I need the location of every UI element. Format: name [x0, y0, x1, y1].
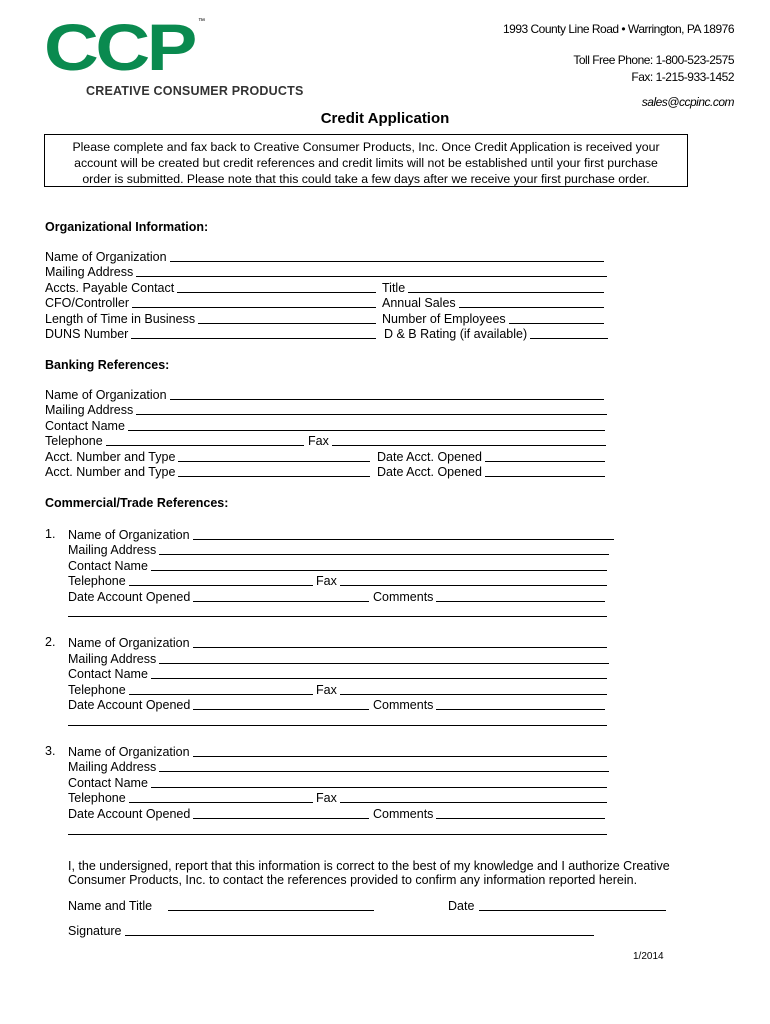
field-label: Name of Organization — [45, 388, 167, 402]
org-name-field[interactable] — [45, 249, 604, 264]
field-label: Name of Organization — [68, 745, 190, 759]
trade2-comments-field[interactable] — [373, 697, 605, 712]
trade1-name-field[interactable] — [68, 527, 614, 542]
trade3-fax-field[interactable] — [316, 790, 607, 805]
field-label: Comments — [373, 807, 434, 821]
declaration-line: Consumer Products, Inc. to contact the references provided to confirm any information reported herein. — [68, 873, 638, 887]
field-label: Comments — [373, 698, 434, 712]
field-label: Acct. Number and Type — [45, 450, 176, 464]
org-title-field[interactable] — [382, 280, 604, 295]
bank-fax-field[interactable] — [308, 433, 606, 448]
instructions-line: Please complete and fax back to Creative Consumer Products, Inc. Once Credit Application is received your — [72, 140, 660, 154]
org-dnb-field[interactable] — [384, 326, 608, 341]
field-label: Mailing Address — [68, 652, 157, 666]
bank-mailing-field[interactable] — [45, 402, 607, 417]
bank-opened-field-2[interactable] — [377, 464, 605, 479]
trade1-comments-field[interactable] — [373, 589, 605, 604]
trade2-fax-field[interactable] — [316, 682, 607, 697]
field-label: Mailing Address — [68, 760, 157, 774]
field-label: Fax — [316, 574, 337, 588]
trade1-mailing-field[interactable] — [68, 542, 609, 557]
bank-acct-field-2[interactable] — [45, 464, 370, 479]
field-label: Telephone — [68, 574, 126, 588]
field-label: Telephone — [68, 791, 126, 805]
field-label: Acct. Number and Type — [45, 465, 176, 479]
logo-company-name: CREATIVE CONSUMER PRODUCTS — [86, 84, 304, 98]
org-cfo-field[interactable] — [45, 295, 376, 310]
field-label: DUNS Number — [45, 327, 129, 341]
field-label: Contact Name — [45, 419, 125, 433]
trade-ref-number: 2. — [45, 635, 56, 649]
trade2-name-field[interactable] — [68, 635, 607, 650]
trade-heading: Commercial/Trade References: — [45, 496, 229, 510]
field-label: Name and Title — [68, 899, 153, 913]
trade3-comments-line[interactable] — [68, 834, 607, 835]
trade1-phone-field[interactable] — [68, 573, 313, 588]
field-label: Name of Organization — [68, 636, 190, 650]
field-label: Mailing Address — [45, 403, 134, 417]
field-label: Name of Organization — [68, 528, 190, 542]
field-label: Comments — [373, 590, 434, 604]
company-email: sales@ccpinc.com — [641, 95, 734, 109]
bank-contact-field[interactable] — [45, 418, 605, 433]
field-label: Date — [448, 899, 475, 913]
company-phone: Toll Free Phone: 1-800-523-2575 — [573, 53, 734, 67]
instructions-line: order is submitted. Please note that this could take a few days after we receive your first purchase order. — [82, 172, 650, 186]
declaration-line: I, the undersigned, report that this information is correct to the best of my knowledge and I authorize Creative — [68, 859, 670, 873]
org-ap-field[interactable] — [45, 280, 376, 295]
page-title: Credit Application — [320, 110, 450, 127]
trade1-opened-field[interactable] — [68, 589, 369, 604]
field-label: Fax — [316, 791, 337, 805]
instructions-line: account will be created but credit references and credit limits will not be established until your first purchase — [74, 156, 658, 170]
field-label: Date Acct. Opened — [377, 450, 482, 464]
name-title-field[interactable] — [68, 898, 374, 913]
trade1-fax-field[interactable] — [316, 573, 607, 588]
trade2-comments-line[interactable] — [68, 725, 607, 726]
trade2-mailing-field[interactable] — [68, 651, 609, 666]
logo-trademark: ™ — [198, 18, 205, 25]
field-label: Telephone — [45, 434, 103, 448]
revision-date: 1/2014 — [633, 951, 664, 962]
signature-field[interactable] — [68, 923, 594, 938]
org-sales-field[interactable] — [382, 295, 604, 310]
field-label: Length of Time in Business — [45, 312, 196, 326]
trade3-name-field[interactable] — [68, 744, 607, 759]
trade3-comments-field[interactable] — [373, 806, 605, 821]
field-label: Number of Employees — [382, 312, 506, 326]
field-label: Date Account Opened — [68, 807, 191, 821]
date-field[interactable] — [448, 898, 666, 913]
trade3-opened-field[interactable] — [68, 806, 369, 821]
field-label: Name of Organization — [45, 250, 167, 264]
trade3-contact-field[interactable] — [68, 775, 607, 790]
field-label: Fax — [308, 434, 329, 448]
org-duns-field[interactable] — [45, 326, 376, 341]
field-label: Date Acct. Opened — [377, 465, 482, 479]
field-label: Mailing Address — [45, 265, 134, 279]
field-label: Accts. Payable Contact — [45, 281, 175, 295]
bank-heading: Banking References: — [45, 358, 170, 372]
trade3-phone-field[interactable] — [68, 790, 313, 805]
trade-ref-number: 1. — [45, 527, 56, 541]
field-label: Telephone — [68, 683, 126, 697]
org-employees-field[interactable] — [382, 311, 604, 326]
field-label: Date Account Opened — [68, 698, 191, 712]
field-label: Date Account Opened — [68, 590, 191, 604]
org-mailing-field[interactable] — [45, 264, 607, 279]
field-label: Mailing Address — [68, 543, 157, 557]
field-label: Title — [382, 281, 406, 295]
field-label: Annual Sales — [382, 296, 456, 310]
bank-acct-field-1[interactable] — [45, 449, 370, 464]
declaration-text — [68, 859, 670, 887]
field-label: Signature — [68, 924, 122, 938]
org-heading: Organizational Information: — [45, 220, 209, 234]
field-label: D & B Rating (if available) — [384, 327, 528, 341]
trade-ref-number: 3. — [45, 744, 56, 758]
trade2-phone-field[interactable] — [68, 682, 313, 697]
trade1-contact-field[interactable] — [68, 558, 607, 573]
instructions-box — [44, 134, 688, 187]
ccp-logo: CCP — [44, 10, 194, 84]
trade2-opened-field[interactable] — [68, 697, 369, 712]
company-address: 1993 County Line Road • Warrington, PA 18976 — [502, 22, 734, 36]
field-label: Contact Name — [68, 667, 148, 681]
field-label: CFO/Controller — [45, 296, 130, 310]
trade2-contact-field[interactable] — [68, 666, 607, 681]
field-label: Contact Name — [68, 776, 148, 790]
field-label: Fax — [316, 683, 337, 697]
field-label: Contact Name — [68, 559, 148, 573]
bank-opened-field-1[interactable] — [377, 449, 605, 464]
company-fax: Fax: 1-215-933-1452 — [631, 70, 734, 84]
org-length-field[interactable] — [45, 311, 376, 326]
bank-phone-field[interactable] — [45, 433, 304, 448]
bank-name-field[interactable] — [45, 387, 604, 402]
trade3-mailing-field[interactable] — [68, 759, 609, 774]
trade1-comments-line[interactable] — [68, 616, 607, 617]
